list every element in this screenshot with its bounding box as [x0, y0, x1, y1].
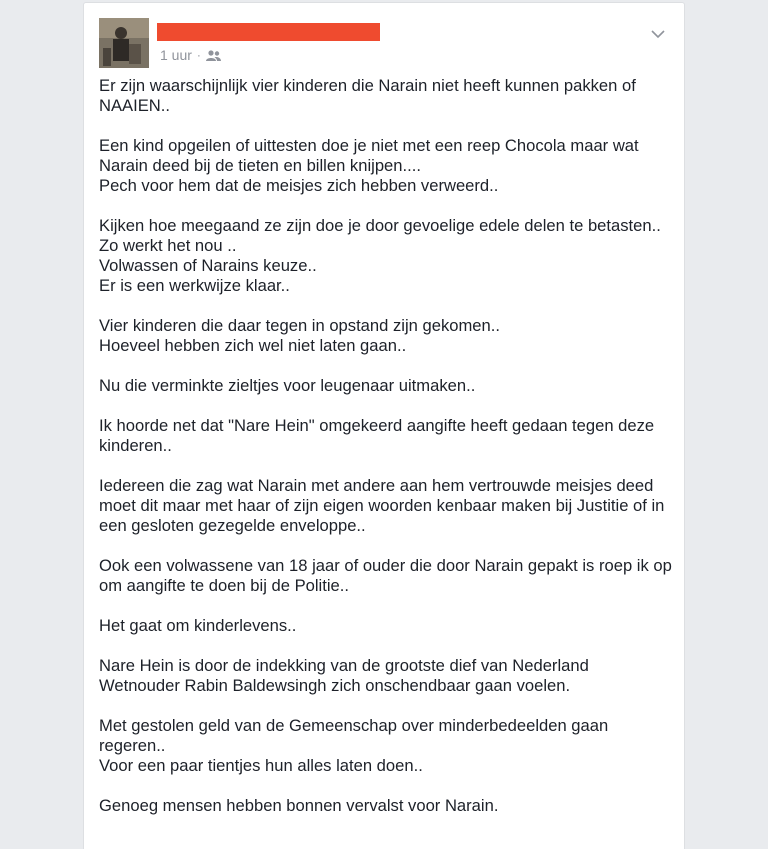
post-line: Er is een werkwijze klaar.. [99, 276, 290, 295]
post-card [83, 2, 685, 849]
post-paragraph [99, 376, 674, 396]
post-paragraph [99, 556, 674, 596]
post-paragraph [99, 716, 674, 776]
post-line: Ik hoorde net dat "Nare Hein" omgekeerd aangifte heeft gedaan tegen deze kinderen.. [99, 416, 655, 455]
post-paragraph [99, 476, 674, 536]
friends-icon[interactable] [206, 49, 221, 61]
post-line: Pech voor hem dat de meisjes zich hebben verweerd.. [99, 176, 499, 195]
post-timestamp[interactable]: 1 uur [160, 47, 192, 63]
meta-separator: · [196, 48, 201, 62]
post-paragraph [99, 316, 674, 356]
post-header [99, 18, 669, 70]
post-paragraph [99, 796, 674, 816]
post-paragraph [99, 656, 674, 696]
post-line: Genoeg mensen hebben bonnen vervalst voor Narain. [99, 796, 499, 815]
post-paragraph [99, 616, 674, 636]
post-line: Met gestolen geld van de Gemeenschap over minderbedeelden gaan regeren.. [99, 716, 609, 755]
redacted-author-name[interactable] [157, 23, 380, 41]
post-body [99, 76, 674, 836]
post-line: Ook een volwassene van 18 jaar of ouder die door Narain gepakt is roep ik op om aangifte te doen bij de Politie.. [99, 556, 672, 595]
post-line: Een kind opgeilen of uittesten doe je niet met een reep Chocola maar wat Narain deed bij de tieten en billen knijpen.... [99, 136, 639, 175]
post-meta [160, 47, 221, 63]
post-line: Vier kinderen die daar tegen in opstand zijn gekomen.. [99, 316, 500, 335]
chevron-down-icon[interactable] [651, 26, 665, 36]
post-line: Volwassen of Narains keuze.. [99, 256, 317, 275]
post-line: Kijken hoe meegaand ze zijn doe je door gevoelige edele delen te betasten.. [99, 216, 661, 235]
post-paragraph [99, 76, 674, 116]
avatar[interactable] [99, 18, 149, 68]
post-line: Nare Hein is door de indekking van de grootste dief van Nederland Wetnouder Rabin Baldewsingh zich onschendbaar gaan voelen. [99, 656, 589, 695]
post-paragraph [99, 136, 674, 196]
post-line: Nu die verminkte zieltjes voor leugenaar uitmaken.. [99, 376, 476, 395]
post-line: Hoeveel hebben zich wel niet laten gaan.. [99, 336, 407, 355]
post-paragraph [99, 416, 674, 456]
post-line: Iedereen die zag wat Narain met andere aan hem vertrouwde meisjes deed moet dit maar met haar of zijn eigen woorden kenbaar maken bij Justitie of in een gesloten gezegelde enveloppe.. [99, 476, 665, 535]
post-line: Het gaat om kinderlevens.. [99, 616, 297, 635]
post-line: Zo werkt het nou .. [99, 236, 237, 255]
post-line: Er zijn waarschijnlijk vier kinderen die Narain niet heeft kunnen pakken of NAAIEN.. [99, 76, 636, 115]
post-paragraph [99, 216, 674, 296]
post-line: Voor een paar tientjes hun alles laten doen.. [99, 756, 423, 775]
